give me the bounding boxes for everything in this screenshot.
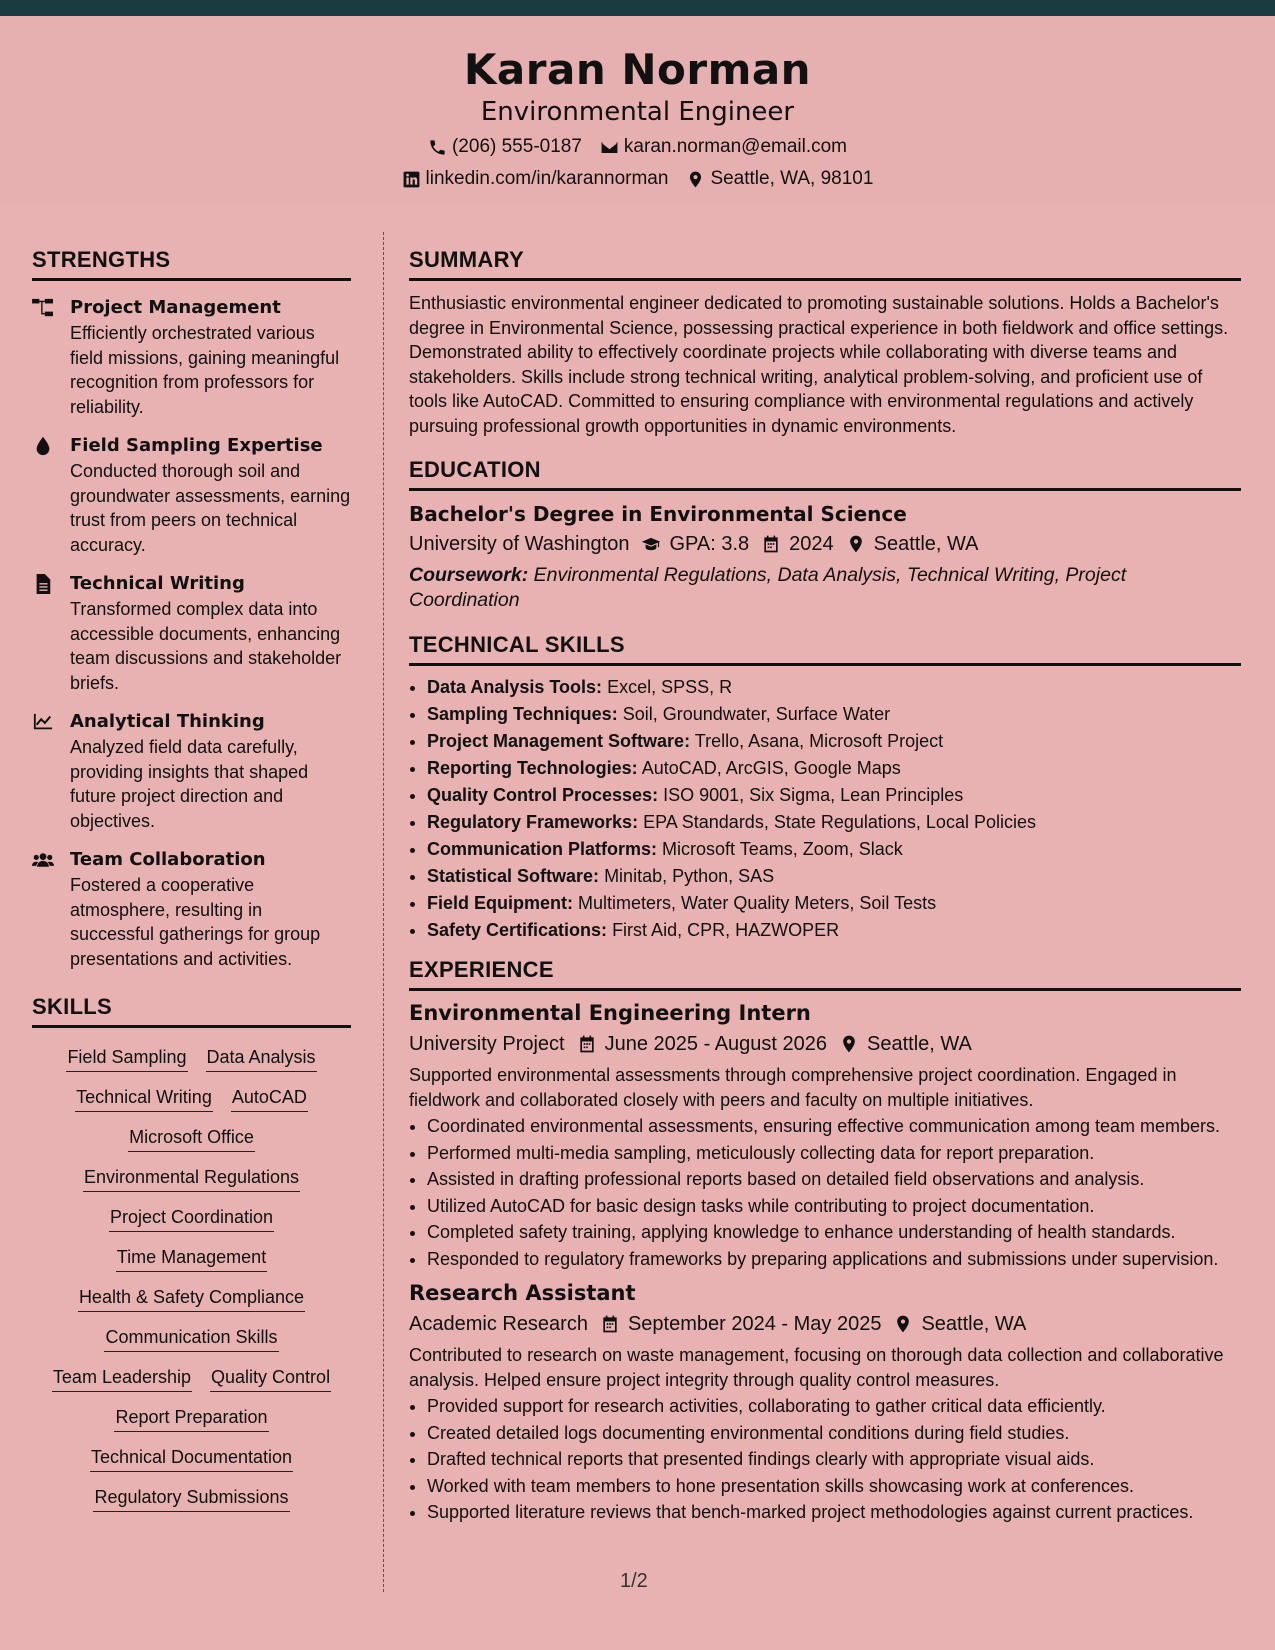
job-title: Research Assistant [409, 1281, 636, 1305]
envelope-icon [600, 138, 619, 157]
job-bullets [409, 1114, 1241, 1271]
right-column [409, 246, 1241, 1525]
map-pin-icon [839, 1034, 859, 1054]
skill-tag: Team Leadership [52, 1364, 192, 1392]
calendar-icon [577, 1034, 597, 1054]
technical-skill-label: Sampling Techniques: [427, 704, 618, 724]
linkedin-text: linkedin.com/in/karannorman [425, 168, 669, 189]
education-meta [409, 529, 1241, 559]
skills-heading: SKILLS [32, 993, 351, 1028]
gpa-text: GPA: 3.8 [669, 533, 750, 555]
strength-desc: Efficiently orchestrated various field missions, gaining meaningful recognition from professors for reliability. [70, 323, 340, 417]
job-org: Academic Research [409, 1313, 588, 1335]
job-bullet: • Provided support for research activities, collaborating to gather critical data efficiently. [427, 1394, 1241, 1419]
skill-tag-row [40, 1444, 343, 1472]
technical-skill-value: Microsoft Teams, Zoom, Slack [662, 839, 903, 859]
job-bullet: • Coordinated environmental assessments, ensuring effective communication among team members. [427, 1114, 1241, 1139]
users-icon [32, 850, 54, 870]
resume-header [0, 16, 1275, 204]
summary-text: Enthusiastic environmental engineer dedicated to promoting sustainable solutions. Holds a Bachelor's degree in Environmental Science, possessing practical experience in both fieldwork and office settings. Demonstrated ability to effectively coordinate projects while collaborating with diverse teams and stakeholders. Skills include strong technical writing, analytical problem-solving, and proficient use of tools like AutoCAD. Committed to ensuring compliance with environmental regulations and actively pursuing professional growth opportunities in dynamic environments. [409, 293, 1229, 436]
job-org: University Project [409, 1033, 565, 1055]
technical-skill-value: Minitab, Python, SAS [604, 866, 775, 886]
strength-item [32, 571, 351, 695]
email-contact[interactable] [600, 134, 847, 160]
strength-title: Analytical Thinking [70, 711, 265, 732]
technical-skill-value: AutoCAD, ArcGIS, Google Maps [641, 758, 901, 778]
job-entry [409, 1279, 1241, 1525]
skill-tag: AutoCAD [231, 1084, 308, 1112]
skill-tag-row [40, 1124, 343, 1152]
job-bullet: • Supported literature reviews that bench-marked project methodologies against current practices. [427, 1500, 1241, 1525]
skill-tag: Project Coordination [109, 1204, 274, 1232]
job-dates: June 2025 - August 2026 [604, 1033, 828, 1055]
job-description: Contributed to research on waste management, focusing on thorough data collection and collaborative analysis. Helped ensure project integrity through quality control measures. [409, 1345, 1224, 1390]
job-bullet: • Completed safety training, applying knowledge to enhance understanding of health standards. [427, 1220, 1241, 1245]
technical-skill-value: ISO 9001, Six Sigma, Lean Principles [663, 785, 964, 805]
phone-text: (206) 555-0187 [451, 136, 582, 157]
strength-item [32, 709, 351, 833]
candidate-title: Environmental Engineer [480, 97, 795, 127]
left-column [32, 246, 351, 1512]
skill-tag: Quality Control [210, 1364, 331, 1392]
top-color-bar [0, 0, 1275, 16]
technical-skill-item [427, 674, 1241, 701]
technical-skills-list [409, 674, 1241, 944]
strength-item [32, 847, 351, 971]
location-text: Seattle, WA, 98101 [710, 168, 874, 189]
map-pin-icon [686, 170, 705, 189]
job-bullets [409, 1394, 1241, 1525]
job-bullet: • Utilized AutoCAD for basic design tasks while contributing to project documentation. [427, 1194, 1241, 1219]
skill-tag-row [40, 1484, 343, 1512]
skill-tag-row [40, 1044, 343, 1072]
job-dates: September 2024 - May 2025 [627, 1313, 882, 1335]
phone-contact [428, 134, 582, 160]
technical-skill-value: Trello, Asana, Microsoft Project [694, 731, 944, 751]
linkedin-icon [402, 170, 421, 189]
skill-tag-row [40, 1084, 343, 1112]
technical-skill-label: Communication Platforms: [427, 839, 658, 859]
calendar-icon [761, 534, 781, 554]
technical-skill-label: Quality Control Processes: [427, 785, 659, 805]
strength-desc: Fostered a cooperative atmosphere, resulting in successful gatherings for group presentations and activities. [70, 875, 321, 969]
job-title: Environmental Engineering Intern [409, 1001, 811, 1025]
job-location: Seattle, WA [921, 1313, 1027, 1335]
location-contact [686, 166, 873, 192]
strength-title: Team Collaboration [70, 849, 266, 870]
skill-tag-row [40, 1244, 343, 1272]
skill-tag: Field Sampling [66, 1044, 187, 1072]
skill-tag: Regulatory Submissions [93, 1484, 289, 1512]
phone-icon [428, 138, 447, 157]
technical-skill-label: Data Analysis Tools: [427, 677, 603, 697]
technical-skill-value: Multimeters, Water Quality Meters, Soil Tests [578, 893, 937, 913]
technical-skill-item [427, 755, 1241, 782]
sitemap-icon [32, 298, 54, 318]
skill-tag-row [40, 1204, 343, 1232]
coursework [409, 563, 1241, 613]
experience-heading: EXPERIENCE [409, 956, 1241, 991]
technical-skill-value: First Aid, CPR, HAZWOPER [612, 920, 840, 940]
skill-tag: Data Analysis [206, 1044, 317, 1072]
skill-tag: Technical Writing [75, 1084, 213, 1112]
contact-row-2 [0, 166, 1275, 192]
strength-desc: Conducted thorough soil and groundwater assessments, earning trust from peers on technical accuracy. [70, 461, 351, 555]
skill-tag: Microsoft Office [128, 1124, 255, 1152]
map-pin-icon [846, 534, 866, 554]
technical-skill-item [427, 782, 1241, 809]
job-meta [409, 1309, 1241, 1339]
strength-desc: Transformed complex data into accessible documents, enhancing team discussions and stakeholder briefs. [70, 599, 342, 693]
droplet-icon [32, 436, 54, 456]
coursework-label: Coursework: [409, 564, 529, 586]
skill-tag-row [40, 1284, 343, 1312]
technical-skill-item [427, 836, 1241, 863]
strength-item [32, 295, 351, 419]
job-bullet: • Responded to regulatory frameworks by preparing applications and submissions under supervision. [427, 1247, 1241, 1272]
skill-tag: Technical Documentation [90, 1444, 293, 1472]
education-heading: EDUCATION [409, 456, 1241, 491]
job-meta [409, 1029, 1241, 1059]
job-bullet: • Drafted technical reports that presented findings clearly with appropriate visual aids. [427, 1447, 1241, 1472]
linkedin-contact[interactable] [402, 166, 669, 192]
degree-title: Bachelor's Degree in Environmental Science [409, 502, 907, 526]
calendar-icon [600, 1314, 620, 1334]
document-icon [32, 574, 54, 594]
page-number: 1/2 [620, 1570, 648, 1592]
skills-tag-list [32, 1044, 351, 1512]
technical-skills-heading: TECHNICAL SKILLS [409, 631, 1241, 666]
technical-skill-label: Field Equipment: [427, 893, 573, 913]
strength-item [32, 433, 351, 557]
skill-tag: Time Management [116, 1244, 267, 1272]
technical-skill-label: Reporting Technologies: [427, 758, 638, 778]
technical-skill-label: Statistical Software: [427, 866, 600, 886]
school-name: University of Washington [409, 533, 630, 555]
skill-tag: Environmental Regulations [83, 1164, 300, 1192]
technical-skill-item [427, 863, 1241, 890]
summary-heading: SUMMARY [409, 246, 1241, 281]
strengths-heading: STRENGTHS [32, 246, 351, 281]
technical-skill-item [427, 728, 1241, 755]
candidate-name: Karan Norman [463, 45, 812, 94]
coursework-list: Environmental Regulations, Data Analysis, Technical Writing, Project Coordination [409, 564, 1127, 611]
strength-title: Technical Writing [70, 573, 245, 594]
technical-skill-item [427, 809, 1241, 836]
email-text: karan.norman@email.com [623, 136, 848, 157]
skill-tag: Communication Skills [104, 1324, 278, 1352]
job-location: Seattle, WA [867, 1033, 972, 1055]
technical-skill-label: Project Management Software: [427, 731, 691, 751]
skill-tag-row [40, 1404, 343, 1432]
strength-desc: Analyzed field data carefully, providing insights that shaped future project direction and objectives. [70, 737, 309, 831]
strength-title: Project Management [70, 297, 281, 318]
skill-tag: Report Preparation [114, 1404, 268, 1432]
technical-skill-label: Regulatory Frameworks: [427, 812, 639, 832]
map-pin-icon [893, 1314, 913, 1334]
column-divider [383, 232, 384, 1592]
job-entry [409, 999, 1241, 1271]
job-description: Supported environmental assessments through comprehensive project coordination. Engaged in fieldwork and collaborated closely with peers and faculty on multiple initiatives. [409, 1065, 1177, 1110]
graduation-year: 2024 [789, 533, 834, 555]
strength-title: Field Sampling Expertise [70, 435, 323, 456]
skill-tag-row [40, 1364, 343, 1392]
chart-line-icon [32, 712, 54, 732]
skill-tag-row [40, 1324, 343, 1352]
job-bullet: • Worked with team members to hone presentation skills showcasing work at conferences. [427, 1474, 1241, 1499]
job-bullet: • Created detailed logs documenting environmental conditions during field studies. [427, 1421, 1241, 1446]
job-bullet: • Assisted in drafting professional reports based on detailed field observations and analysis. [427, 1167, 1241, 1192]
technical-skill-item [427, 701, 1241, 728]
education-location: Seattle, WA [873, 533, 979, 555]
technical-skill-value: Soil, Groundwater, Surface Water [622, 704, 891, 724]
graduation-cap-icon [641, 534, 661, 554]
skill-tag-row [40, 1164, 343, 1192]
technical-skill-item [427, 890, 1241, 917]
experience-list [409, 999, 1241, 1525]
technical-skill-value: Excel, SPSS, R [607, 677, 733, 697]
contact-row-1 [0, 134, 1275, 160]
job-bullet: • Performed multi-media sampling, meticulously collecting data for report preparation. [427, 1141, 1241, 1166]
skill-tag: Health & Safety Compliance [78, 1284, 305, 1312]
technical-skill-value: EPA Standards, State Regulations, Local Policies [643, 812, 1036, 832]
technical-skill-item [427, 917, 1241, 944]
technical-skill-label: Safety Certifications: [427, 920, 608, 940]
